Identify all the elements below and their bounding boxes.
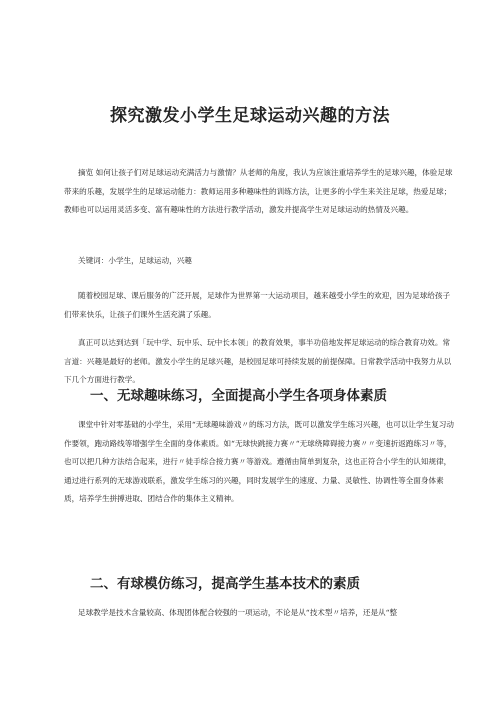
body-paragraph-4: 足球教学是技术含量较高、体现团体配合较强的一项运动，不论是从“技术型〃培养，还是从“整 (78, 608, 398, 617)
body-paragraph-2: 真正可以达到达到「玩中学、玩中乐、玩中长本领」的教育效果，事半功倍地发挥足球运动的综合教育功效。常言道：兴趣是最好的老师。激发小学生的足球兴趣，是校园足球可持续发展的前提保障。日常教学活动中我努力从以下几个方面进行教学。 (64, 338, 452, 384)
section-heading-1: 一、无球趣味练习，全面提高小学生各项身体素质 (90, 388, 387, 404)
body-paragraph-3: 课堂中针对零基础的小学生，采用“无球趣味游戏〃的练习方法，既可以激发学生练习兴趣，也可以让学生复习动作要领，跑动路线等增强学生全面的身体素质。如“无球快跳接力赛〃“无球绕障碍接力赛〃〃变速折返跑练习〃等，也可以把几种方法结合起来，进行〃徒手综合接力赛〃等游戏。遵循由简单到复杂，这也正符合小学生的认知规律，通过进行系列的无球游戏联系，激发学生练习的兴趣，同时发展学生的速度、力量、灵敏性、协调性等全面身体素质，培养学生拼搏进取、团结合作的集体主义精神。 (64, 420, 454, 503)
abstract-paragraph: 摘览 如何让孩子们对足球运动充满活力与激情？从老师的角度，我认为应该注重培养学生的足球兴趣，体验足球带来的乐趣，发展学生的足球运动能力：教师运用多种趣味性的训练方法，让更多的小学生来关注足球，热爱足球；教师也可以运用灵活多变、富有趣味性的方法进行教学活动，激发并提高学生对足球运动的热情及兴趣。 (64, 168, 453, 214)
document-title: 探究激发小学生足球运动兴趣的方法 (110, 106, 390, 127)
section-heading-2: 二、有球模仿练习，提高学生基本技术的素质 (90, 576, 360, 592)
body-paragraph-1: 随着校园足球、课后服务的广泛开展，足球作为世界第一大运动项目，越来越受小学生的欢迎，因为足球给孩子们带来快乐，让孩子们课外生活充满了乐趣。 (64, 291, 451, 319)
keywords-line: 关键词：小学生，足球运动，兴趣 (78, 256, 192, 265)
